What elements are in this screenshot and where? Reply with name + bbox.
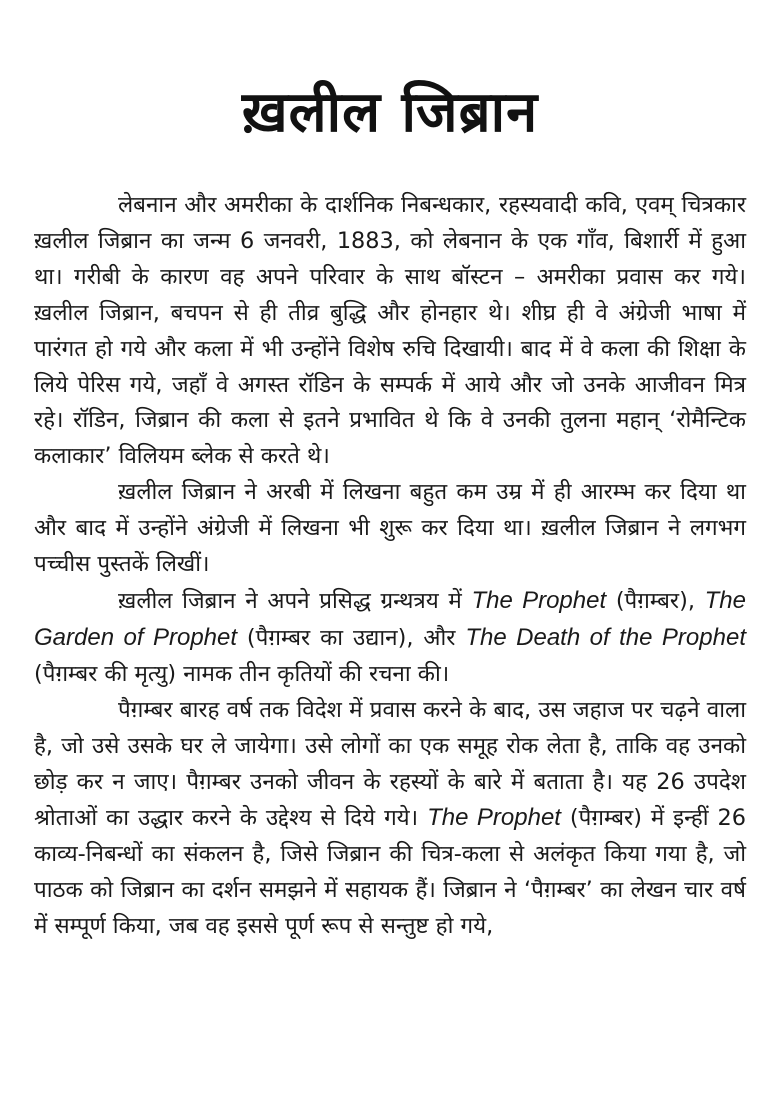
p4-text-1: पैग़म्बर बारह वर्ष तक विदेश में प्रवास करने के बाद, उस जहाज पर चढ़ने वाला है, जो उसे उसके घर ले जायेगा। उसे लोगों का एक समूह रोक लेता है, ताकि वह उनको छोड़ कर न जाए। पैग़म्बर उनको जीवन के रहस्यों के बारे में बताता है। यह 26 उपदेश श्रोताओं का उद्धार करने के उद्देश्य से दिये गये। (34, 696, 746, 832)
paragraph-2: ख़लील जिब्रान ने अरबी में लिखना बहुत कम उम्र में ही आरम्भ कर दिया था और बाद में उन्होंने अंग्रेजी में लिखना भी शुरू कर दिया था। ख़लील जिब्रान ने लगभग पच्चीस पुस्तकें लिखीं। (34, 479, 746, 578)
book-title-garden-of-prophet: The Garden of Prophet (34, 586, 746, 651)
p3-text-4: (पैग़म्बर की मृत्यु) नामक तीन कृतियों की रचना की। (34, 660, 450, 687)
p3-text-3: (पैग़म्बर का उद्यान), और (237, 624, 466, 651)
page-title: ख़लील जिब्रान (241, 80, 539, 145)
book-title-the-prophet: The Prophet (471, 586, 607, 614)
paragraph-4 (34, 693, 746, 945)
article-body (34, 188, 746, 945)
p4-text-2: (पैग़म्बर) में इन्हीं 26 काव्य-निबन्धों का संकलन है, जिसे जिब्रान की चित्र-कला से अलंकृत किया गया है, जो पाठक को जिब्रान का दर्शन समझने में सहायक हैं। जिब्रान ने ‘पैग़म्बर’ का लेखन चार वर्ष में सम्पूर्ण किया, जब वह इससे पूर्ण रूप से सन्तुष्ट हो गये, (34, 805, 746, 940)
p3-text-2: (पैग़म्बर), (606, 587, 705, 614)
paragraph-3 (34, 583, 746, 693)
paragraph-1: लेबनान और अमरीका के दार्शनिक निबन्धकार, रहस्यवादी कवि, एवम् चित्रकार ख़लील जिब्रान का जन्म 6 जनवरी, 1883, को लेबनान के एक गाँव, बिशार्री में हुआ था। गरीबी के कारण वह अपने परिवार के साथ बॉस्टन – अमरीका प्रवास कर गये। ख़लील जिब्रान, बचपन से ही तीव्र बुद्धि और होनहार थे। शीघ्र ही वे अंग्रेजी भाषा में पारंगत हो गये और कला में भी उन्होंने विशेष रुचि दिखायी। बाद में वे कला की शिक्षा के लिये पेरिस गये, जहाँ वे अगस्त रॉडिन के सम्पर्क में आये और जो उनके आजीवन मित्र रहे। रॉडिन, जिब्रान की कला से इतने प्रभावित थे कि वे उनकी तुलना महान् ‘रोमैन्टिक कलाकार’ विलियम ब्लेक से करते थे। (34, 192, 746, 470)
book-title-death-of-the-prophet: The Death of the Prophet (465, 623, 746, 651)
p3-text-1: ख़लील जिब्रान ने अपने प्रसिद्ध ग्रन्थत्रय में (118, 587, 472, 614)
book-title-the-prophet-2: The Prophet (427, 804, 561, 832)
